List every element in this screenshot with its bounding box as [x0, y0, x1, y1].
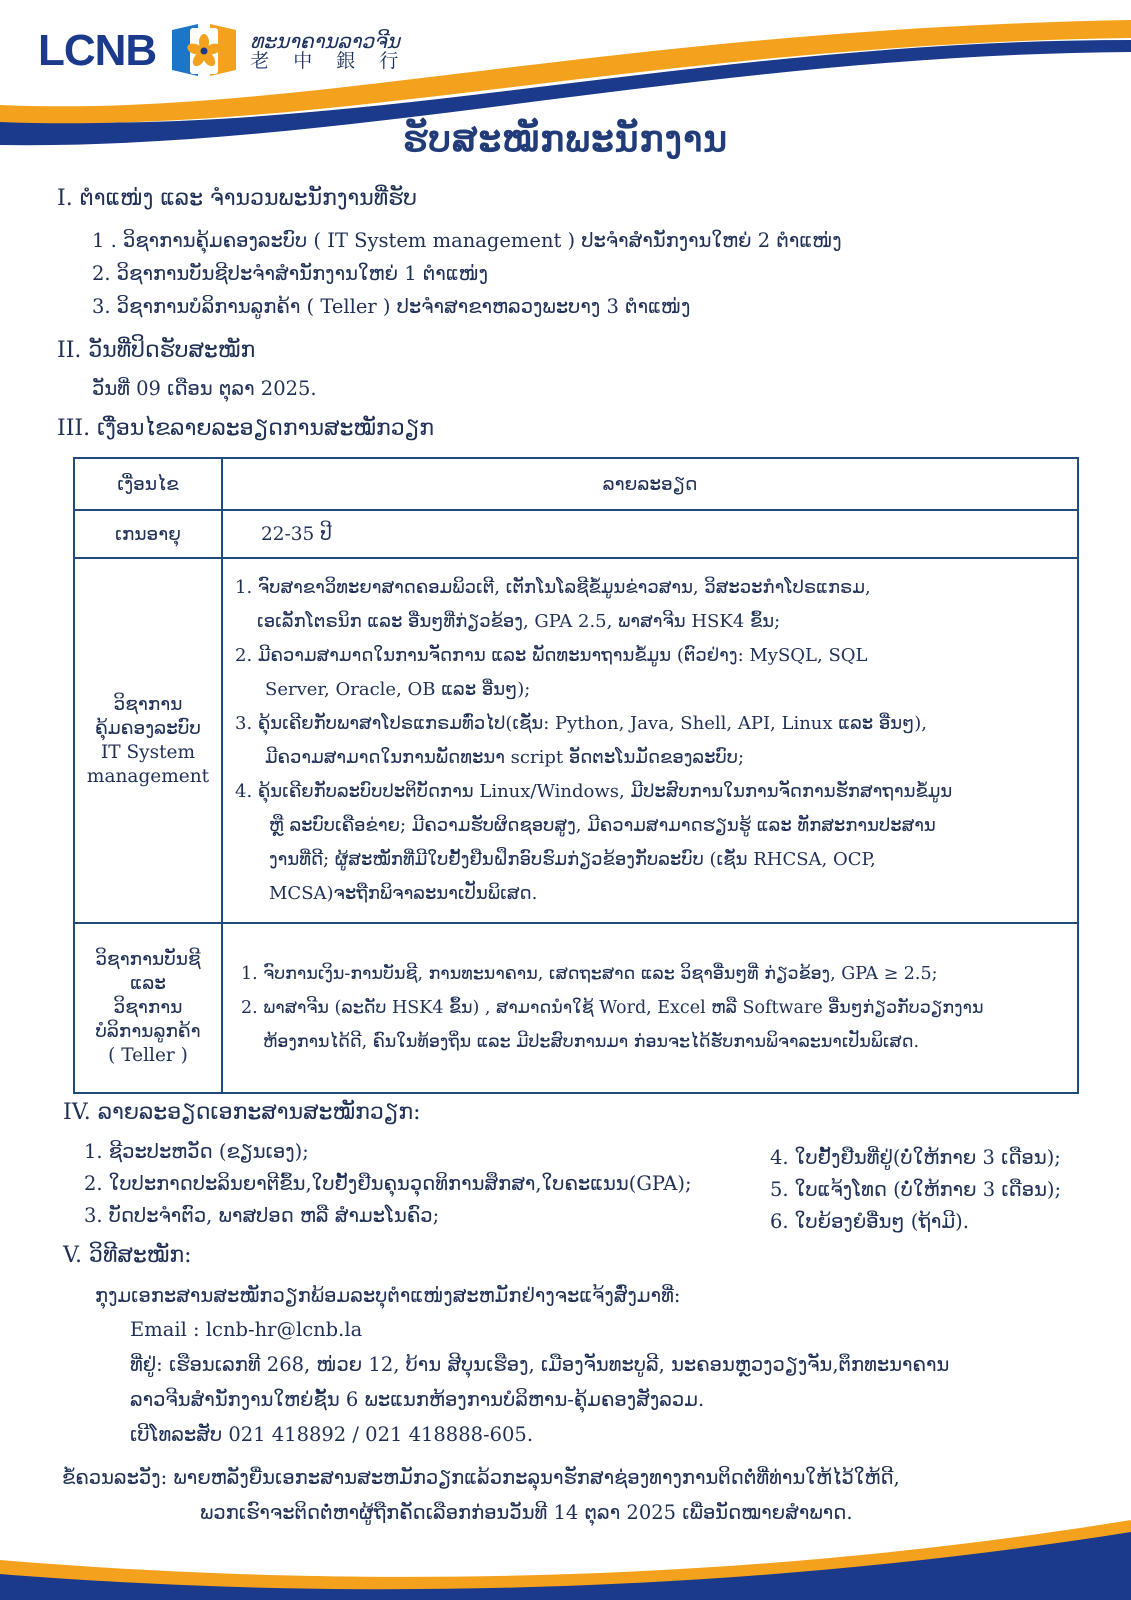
table-row	[74, 923, 1078, 1093]
requirement-line: ຫຼື ລະບົບເຄືອຂ່າຍ; ມີຄວາມຮັບຜິດຊອບສູງ, ມີຄວາມສາມາດຮຽນຮູ້ ແລະ ທັກສະການປະສານ	[269, 814, 936, 836]
document-item: 3. ບັດປະຈຳຕົວ, ພາສປອດ ຫລື ສຳມະໂນຄົວ;	[84, 1204, 440, 1227]
contact-email[interactable]: Email : lcnb-hr@lcnb.la	[130, 1318, 363, 1341]
section-requirements-heading: III. ເງື່ອນໄຂລາຍລະອຽດການສະໝັກວຽກ	[57, 416, 434, 441]
requirement-line: 1. ຈົບການເງິນ-ການບັນຊີ, ການທະນາຄານ, ເສດຖະສາດ ແລະ ວິຊາອື່ນໆທີ່ ກ່ຽວຂ້ອງ, GPA ≥ 2.5;	[241, 964, 938, 984]
label-line: ວິຊາການບັນຊີ	[95, 949, 201, 970]
page-title: ຮັບສະໝັກພະນັກງານ	[402, 118, 729, 160]
contact-phone: ເບີໂທລະສັບ 021 418892 / 021 418888-605.	[130, 1423, 534, 1446]
document-item: 6. ໃບຍ້ອງຍໍອື່ນໆ (ຖ້າມີ).	[770, 1210, 969, 1233]
lcnb-flower-logo-icon	[168, 22, 240, 80]
table-header-row	[74, 458, 1078, 510]
section-documents-heading: IV. ລາຍລະອຽດເອກະສານສະໝັກວຽກ:	[63, 1100, 421, 1125]
contact-address: ທີ່ຢູ່: ເຮືອນເລກທີ 268, ໜ່ວຍ 12, ບ້ານ ສີບຸນເຮືອງ, ເມືອງຈັນທະບູລີ, ນະຄອນຫຼວງວຽງຈັນ,ຕຶກທະນາຄານ	[130, 1353, 950, 1376]
requirement-line: MCSA)ຈະຖືກພິຈາລະນາເປັນພິເສດ.	[269, 882, 538, 904]
requirement-line: Server, Oracle, OB ແລະ ອື່ນໆ);	[265, 678, 531, 700]
brand-header	[38, 22, 407, 80]
section-positions-heading: I. ຕຳແໜ່ງ ແລະ ຈຳນວນພະນັກງານທີ່ຮັບ	[57, 186, 417, 211]
table-row	[74, 558, 1078, 923]
age-value: 22-35 ປີ	[222, 510, 1078, 558]
label-line: ( Teller )	[108, 1045, 188, 1066]
teller-position-label	[74, 923, 222, 1093]
requirement-line: 4. ຄຸ້ນເຄີຍກັບລະບົບປະຕິບັດການ Linux/Windows, ມີປະສົບການໃນການຈັດການຮັກສາຖານຂໍ້ມູນ	[235, 780, 953, 802]
requirements-table	[73, 457, 1079, 1094]
requirement-line: 2. ພາສາຈີນ (ລະດັບ HSK4 ຂຶ້ນ) , ສາມາດນຳໃຊ້ Word, Excel ຫລື Software ອື່ນໆກ່ຽວກັບວຽກງານ	[241, 998, 984, 1018]
age-label: ເກນອາຍຸ	[74, 510, 222, 558]
section-apply-heading: V. ວິທີສະໝັກ:	[63, 1243, 192, 1268]
brand-name: LCNB	[38, 26, 157, 75]
label-line: ວິຊາການ	[113, 693, 183, 715]
table-row	[74, 510, 1078, 558]
teller-requirements-cell	[222, 923, 1078, 1093]
label-line: ວິຊາການ	[113, 997, 183, 1018]
label-line: ຄຸ້ມຄອງລະບົບ	[95, 717, 201, 739]
section-deadline-heading: II. ວັນທີ່ປິດຮັບສະໝັກ	[57, 338, 256, 363]
requirement-line: ຫ້ອງການໄດ້ດີ, ຄົນໃນທ້ອງຖິ່ນ ແລະ ມີປະສົບການມາ ກ່ອນຈະໄດ້ຮັບການພິຈາລະນາເປັນພິເສດ.	[263, 1032, 920, 1052]
requirement-line: 2. ມີຄວາມສາມາດໃນການຈັດການ ແລະ ພັດທະນາຖານຂໍ້ມູນ (ຕົວຢ່າງ: MySQL, SQL	[235, 644, 868, 666]
label-line: IT System	[100, 741, 196, 763]
document-item: 1. ຊີວະປະຫວັດ (ຂຽນເອງ);	[84, 1140, 309, 1163]
it-requirements-cell	[222, 558, 1078, 923]
brand-name-lao: ທະນາຄານລາວຈີນ	[250, 28, 400, 53]
requirement-line: 1. ຈົບສາຂາວິທະຍາສາດຄອມພິວເຕີ, ເຕັກໂນໂລຊີຂໍ້ມູນຂ່າວສານ, ວິສະວະກຳໂປຣແກຣມ,	[235, 576, 871, 598]
document-item: 5. ໃບແຈ້ງໂທດ (ບໍ່ໃຫ້ກາຍ 3 ເດືອນ);	[770, 1178, 1062, 1201]
label-line: ບໍລິການລູກຄ້າ	[95, 1021, 201, 1042]
requirement-line: ເອເລັກໂຕຣນິກ ແລະ ອື່ນໆທີ່ກ່ຽວຂ້ອງ, GPA 2.5, ພາສາຈີນ HSK4 ຂຶ້ນ;	[257, 610, 781, 632]
position-item: 3. ວິຊາການບໍລິການລູກຄ້າ ( Teller ) ປະຈຳສາຂາຫລວງພະບາງ 3 ຕຳແໜ່ງ	[92, 295, 691, 318]
table-header-cell: ລາຍລະອຽດ	[222, 458, 1078, 510]
requirement-line: ມີຄວາມສາມາດໃນການພັດທະນາ script ອັດຕະໂນມັດຂອງລະບົບ;	[265, 746, 745, 768]
position-item: 1 . ວິຊາການຄຸ້ມຄອງລະບົບ ( IT System management ) ປະຈຳສຳນັກງານໃຫຍ່ 2 ຕຳແໜ່ງ	[92, 229, 842, 252]
it-position-label	[74, 558, 222, 923]
contact-address: ລາວຈີນສຳນັກງານໃຫຍ່ຊັ້ນ 6 ພະແນກຫ້ອງການບໍລິຫານ-ຄຸ້ມຄອງສັງລວມ.	[130, 1388, 705, 1411]
notice-line: ຂໍ້ຄວນລະວັງ: ພາຍຫລັງຍື່ນເອກະສານສະຫມັກວຽກແລ້ວກະລຸນາຮັກສາຊ່ອງທາງການຕິດຕໍ່ທີ່ທ່ານໃຫ້ໄວ້ໃຫ້ດີ,	[62, 1466, 900, 1489]
deadline-date: ວັນທີ່ 09 ເດືອນ ຕຸລາ 2025.	[92, 377, 317, 400]
document-item: 2. ໃບປະກາດປະລິນຍາຕີຂຶ້ນ,ໃບຢັ້ງຢືນຄຸນວຸດທິການສຶກສາ,ໃບຄະແນນ(GPA);	[84, 1172, 692, 1195]
footer-wave	[0, 1510, 1131, 1600]
brand-name-chinese: 老 中 銀 行	[250, 49, 408, 72]
document-item: 4. ໃບຢັ້ງຢືນທີ່ຢູ່(ບໍ່ໃຫ້ກາຍ 3 ເດືອນ);	[770, 1146, 1061, 1169]
position-item: 2. ວິຊາການບັນຊີປະຈຳສຳນັກງານໃຫຍ່ 1 ຕຳແໜ່ງ	[92, 262, 489, 285]
table-header-cell: ເງື່ອນໄຂ	[74, 458, 222, 510]
notice-line: ພວກເຮົາຈະຕິດຕໍ່ຫາຜູ້ຖືກຄັດເລືອກກ່ອນວັນທີ 14 ຕຸລາ 2025 ເພື່ອນັດໝາຍສຳພາດ.	[200, 1501, 853, 1524]
apply-instructions: ກຸງມເອກະສານສະໝັກວຽກພ້ອມລະບຸຕຳແໜ່ງສະຫມັກຢ່າງຈະແຈ້ງສົ່ງມາທີ່:	[95, 1284, 681, 1307]
requirement-line: ງານທີ່ດີ; ຜູ້ສະໝັກທີ່ມີໃບຢັ້ງຢືນຝຶກອົບຮົມກ່ຽວຂ້ອງກັບລະບົບ (ເຊັ່ນ RHCSA, OCP,	[269, 848, 876, 870]
requirement-line: 3. ຄຸ້ນເຄີຍກັບພາສາໂປຣແກຣມທົ່ວໄປ(ເຊັ່ນ: Python, Java, Shell, API, Linux ແລະ ອື່ນໆ),	[235, 712, 928, 734]
label-line: management	[86, 765, 210, 787]
label-line: ແລະ	[130, 973, 166, 994]
